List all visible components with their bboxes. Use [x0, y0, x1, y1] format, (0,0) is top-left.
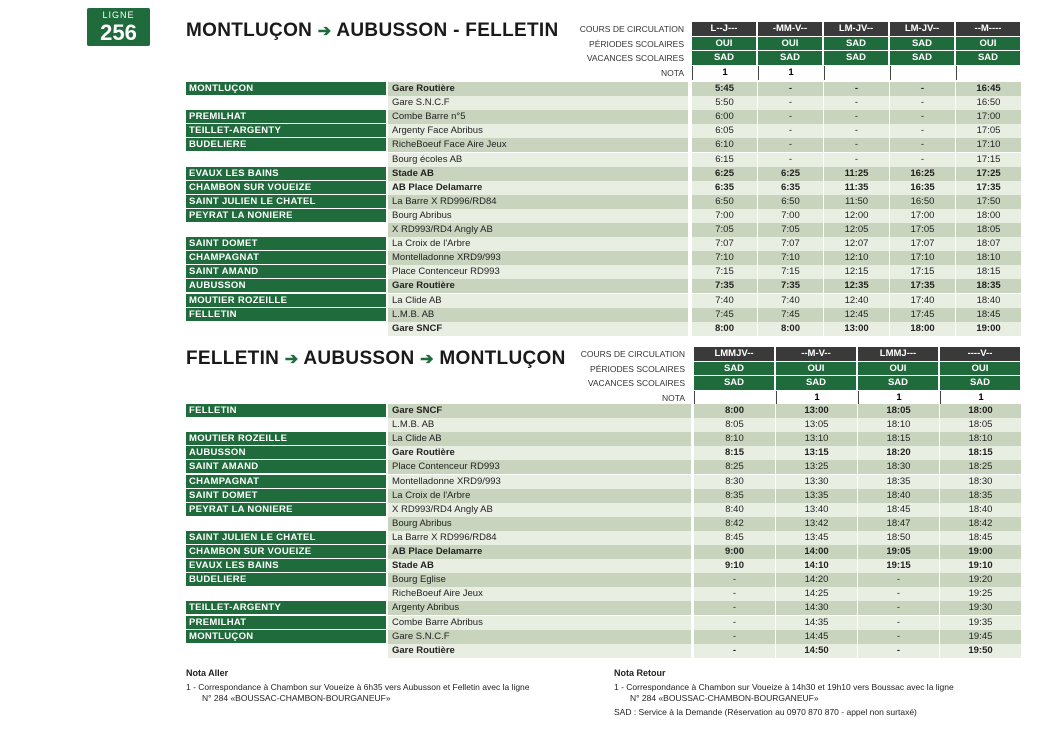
- departure-time: 12:07: [824, 237, 889, 251]
- town-name: MOUTIER ROZEILLE: [186, 432, 386, 445]
- stop-name: Gare S.N.C.F: [388, 96, 688, 110]
- departure-time: -: [890, 138, 955, 152]
- departure-time: 17:25: [956, 167, 1021, 181]
- stop-name: Gare S.N.C.F: [388, 630, 691, 644]
- departure-time: -: [858, 616, 939, 630]
- departure-time: 17:10: [956, 138, 1021, 152]
- departure-time: 12:35: [824, 279, 889, 293]
- return-title-via: AUBUSSON: [303, 348, 415, 369]
- departure-time: 13:40: [776, 503, 857, 517]
- departure-time: 19:10: [940, 559, 1021, 573]
- departure-time: -: [890, 82, 955, 96]
- town-name: AUBUSSON: [186, 446, 386, 459]
- departure-time: 18:50: [858, 531, 939, 545]
- departure-time: 19:05: [858, 545, 939, 559]
- departure-time: 18:15: [858, 432, 939, 446]
- column-school-periods: SAD: [694, 362, 774, 376]
- departure-time: 9:10: [694, 559, 775, 573]
- departure-time: -: [694, 644, 775, 658]
- departure-time: 12:40: [824, 294, 889, 308]
- notes-aller-line-2: N° 284 «BOUSSAC-CHAMBON-BOURGANEUF»: [202, 693, 391, 703]
- departure-time: 19:00: [956, 322, 1021, 336]
- departure-time: 18:45: [858, 503, 939, 517]
- departure-time: 7:45: [692, 308, 757, 322]
- departure-time: 18:10: [858, 418, 939, 432]
- label-nota: NOTA: [661, 67, 684, 78]
- arrow-right-icon: ➔: [317, 23, 332, 40]
- column-school-holidays: SAD: [940, 376, 1020, 390]
- town-name: AUBUSSON: [186, 279, 386, 292]
- departure-time: 17:15: [956, 153, 1021, 167]
- departure-time: 18:05: [956, 223, 1021, 237]
- stop-name: Place Contenceur RD993: [388, 460, 691, 474]
- departure-time: 19:15: [858, 559, 939, 573]
- departure-time: 6:25: [692, 167, 757, 181]
- departure-time: 13:00: [776, 404, 857, 418]
- departure-time: 7:07: [692, 237, 757, 251]
- line-number: 256: [100, 20, 137, 45]
- departure-time: 14:20: [776, 573, 857, 587]
- stop-name: Bourg Abribus: [388, 517, 691, 531]
- town-name: BUDELIERE: [186, 138, 386, 151]
- departure-time: 18:35: [858, 475, 939, 489]
- departure-time: 8:00: [692, 322, 757, 336]
- departure-time: 19:20: [940, 573, 1021, 587]
- column-days-code: L--J---: [692, 22, 756, 36]
- column-nota: [956, 66, 1021, 81]
- stop-name: Bourg Eglise: [388, 573, 691, 587]
- departure-time: 8:00: [694, 404, 775, 418]
- column-days-code: LM-JV--: [890, 22, 954, 36]
- departure-time: 5:45: [692, 82, 757, 96]
- departure-time: 18:00: [956, 209, 1021, 223]
- departure-time: 19:30: [940, 601, 1021, 615]
- departure-time: 17:50: [956, 195, 1021, 209]
- stop-name: La Croix de l'Arbre: [388, 237, 688, 251]
- departure-time: 17:07: [890, 237, 955, 251]
- departure-time: 12:15: [824, 265, 889, 279]
- departure-time: 18:05: [858, 404, 939, 418]
- stop-name: Stade AB: [388, 559, 691, 573]
- column-school-periods: OUI: [858, 362, 938, 376]
- stop-name: Montelladonne XRD9/993: [388, 475, 691, 489]
- departure-time: 7:15: [758, 265, 823, 279]
- column-days-code: --M-V--: [776, 347, 856, 361]
- departure-time: 12:10: [824, 251, 889, 265]
- departure-time: -: [890, 110, 955, 124]
- departure-time: -: [824, 124, 889, 138]
- departure-time: 17:45: [890, 308, 955, 322]
- return-title: [186, 348, 566, 370]
- column-school-holidays: SAD: [956, 51, 1020, 65]
- column-days-code: ----V--: [940, 347, 1020, 361]
- departure-time: 19:45: [940, 630, 1021, 644]
- departure-time: 18:10: [956, 251, 1021, 265]
- departure-time: 18:00: [890, 322, 955, 336]
- departure-time: 8:30: [694, 475, 775, 489]
- departure-time: 11:35: [824, 181, 889, 195]
- departure-time: -: [758, 124, 823, 138]
- column-days-code: --M----: [956, 22, 1020, 36]
- outbound-header-labels: [560, 22, 684, 80]
- column-days-code: LM-JV--: [824, 22, 888, 36]
- departure-time: 18:07: [956, 237, 1021, 251]
- stop-name: Gare SNCF: [388, 322, 688, 336]
- departure-time: 8:45: [694, 531, 775, 545]
- stop-name: Combe Barre Abribus: [388, 616, 691, 630]
- stop-name: AB Place Delamarre: [388, 181, 688, 195]
- town-name: SAINT JULIEN LE CHATEL: [186, 195, 386, 208]
- stop-name: Gare Routière: [388, 82, 688, 96]
- departure-time: -: [858, 601, 939, 615]
- departure-time: 18:42: [940, 517, 1021, 531]
- departure-time: 19:35: [940, 616, 1021, 630]
- column-school-periods: SAD: [890, 37, 954, 51]
- stop-name: L.M.B. AB: [388, 308, 688, 322]
- stop-name: Stade AB: [388, 167, 688, 181]
- stop-name: Combe Barre n°5: [388, 110, 688, 124]
- outbound-title-destination: AUBUSSON - FELLETIN: [336, 20, 559, 41]
- departure-time: 6:25: [758, 167, 823, 181]
- departure-time: 9:00: [694, 545, 775, 559]
- departure-time: 18:35: [940, 489, 1021, 503]
- departure-time: -: [890, 153, 955, 167]
- departure-time: 8:15: [694, 446, 775, 460]
- departure-time: 6:15: [692, 153, 757, 167]
- departure-time: -: [758, 110, 823, 124]
- departure-time: 13:05: [776, 418, 857, 432]
- departure-time: 18:35: [956, 279, 1021, 293]
- return-title-origin: FELLETIN: [186, 348, 280, 369]
- departure-time: 16:25: [890, 167, 955, 181]
- departure-time: -: [758, 96, 823, 110]
- departure-time: 7:10: [692, 251, 757, 265]
- town-name: BUDELIERE: [186, 573, 386, 586]
- departure-time: -: [858, 644, 939, 658]
- stop-name: La Clide AB: [388, 432, 691, 446]
- departure-time: 7:35: [758, 279, 823, 293]
- label-periodes: PÉRIODES SCOLAIRES: [590, 363, 685, 374]
- departure-time: 14:35: [776, 616, 857, 630]
- stop-name: Bourg Abribus: [388, 209, 688, 223]
- departure-time: 7:40: [758, 294, 823, 308]
- departure-time: -: [890, 124, 955, 138]
- departure-time: 18:45: [956, 308, 1021, 322]
- column-school-periods: OUI: [940, 362, 1020, 376]
- departure-time: 7:40: [692, 294, 757, 308]
- departure-time: 13:45: [776, 531, 857, 545]
- column-school-holidays: SAD: [758, 51, 822, 65]
- departure-time: 6:35: [692, 181, 757, 195]
- departure-time: -: [858, 573, 939, 587]
- departure-time: 8:42: [694, 517, 775, 531]
- departure-time: 14:50: [776, 644, 857, 658]
- departure-time: 6:50: [758, 195, 823, 209]
- departure-time: 6:05: [692, 124, 757, 138]
- town-name: MONTLUÇON: [186, 630, 386, 643]
- label-cours: COURS DE CIRCULATION: [579, 24, 684, 34]
- departure-time: 18:10: [940, 432, 1021, 446]
- outbound-title: [186, 20, 558, 42]
- town-name: SAINT DOMET: [186, 489, 386, 502]
- label-vacances: VACANCES SCOLAIRES: [586, 53, 684, 63]
- departure-time: 18:20: [858, 446, 939, 460]
- label-nota: NOTA: [662, 392, 685, 403]
- departure-time: 16:50: [890, 195, 955, 209]
- departure-time: 8:35: [694, 489, 775, 503]
- departure-time: 17:00: [890, 209, 955, 223]
- column-school-holidays: SAD: [824, 51, 888, 65]
- departure-time: 18:15: [956, 265, 1021, 279]
- departure-time: 18:40: [858, 489, 939, 503]
- stop-name: La Croix de l'Arbre: [388, 489, 691, 503]
- notes-retour-line-2: N° 284 «BOUSSAC-CHAMBON-BOURGANEUF»: [630, 693, 819, 703]
- stop-name: Montelladonne XRD9/993: [388, 251, 688, 265]
- notes-aller-title: Nota Aller: [186, 668, 229, 678]
- column-school-periods: OUI: [758, 37, 822, 51]
- departure-time: 17:00: [956, 110, 1021, 124]
- column-school-periods: OUI: [692, 37, 756, 51]
- notes-sad: SAD : Service à la Demande (Réservation au 0970 870 870 - appel non surtaxé): [614, 707, 917, 717]
- column-school-holidays: SAD: [858, 376, 938, 390]
- stop-name: RicheBoeuf Aire Jeux: [388, 587, 691, 601]
- departure-time: 12:45: [824, 308, 889, 322]
- departure-time: 6:10: [692, 138, 757, 152]
- departure-time: 7:00: [692, 209, 757, 223]
- departure-time: 13:35: [776, 489, 857, 503]
- departure-time: 19:50: [940, 644, 1021, 658]
- return-header-labels: [575, 347, 685, 405]
- departure-time: -: [824, 110, 889, 124]
- town-name: TEILLET-ARGENTY: [186, 124, 386, 137]
- outbound-title-origin: MONTLUÇON: [186, 20, 313, 41]
- notes-aller-line-1: 1 - Correspondance à Chambon sur Voueize à 6h35 vers Aubusson et Felletin avec la ligne: [186, 682, 530, 692]
- departure-time: -: [824, 82, 889, 96]
- departure-time: 7:00: [758, 209, 823, 223]
- arrow-right-icon: ➔: [284, 351, 299, 368]
- departure-time: 13:25: [776, 460, 857, 474]
- departure-time: 17:10: [890, 251, 955, 265]
- departure-time: 13:15: [776, 446, 857, 460]
- town-name: CHAMBON SUR VOUEIZE: [186, 545, 386, 558]
- departure-time: -: [758, 138, 823, 152]
- town-name: EVAUX LES BAINS: [186, 559, 386, 572]
- notes-retour-title: Nota Retour: [614, 668, 666, 678]
- town-name: MONTLUÇON: [186, 82, 386, 95]
- town-name: TEILLET-ARGENTY: [186, 601, 386, 614]
- departure-time: -: [824, 96, 889, 110]
- stop-name: La Clide AB: [388, 294, 688, 308]
- label-vacances: VACANCES SCOLAIRES: [587, 378, 685, 388]
- departure-time: 8:10: [694, 432, 775, 446]
- departure-time: 18:45: [940, 531, 1021, 545]
- column-days-code: LMMJ---: [858, 347, 938, 361]
- departure-time: 8:00: [758, 322, 823, 336]
- departure-time: 13:30: [776, 475, 857, 489]
- town-name: PEYRAT LA NONIERE: [186, 209, 386, 222]
- departure-time: 5:50: [692, 96, 757, 110]
- arrow-right-icon: ➔: [420, 351, 434, 368]
- departure-time: 14:00: [776, 545, 857, 559]
- departure-time: 13:42: [776, 517, 857, 531]
- town-name: FELLETIN: [186, 404, 386, 417]
- column-nota: 1: [858, 391, 939, 406]
- departure-time: 7:35: [692, 279, 757, 293]
- departure-time: 17:05: [890, 223, 955, 237]
- departure-time: 7:15: [692, 265, 757, 279]
- stop-name: AB Place Delamarre: [388, 545, 691, 559]
- departure-time: 6:35: [758, 181, 823, 195]
- column-nota: [824, 66, 889, 81]
- departure-time: 18:00: [940, 404, 1021, 418]
- town-name: FELLETIN: [186, 308, 386, 321]
- departure-time: 12:00: [824, 209, 889, 223]
- line-badge: [87, 8, 150, 46]
- town-name: PREMILHAT: [186, 616, 386, 629]
- departure-time: -: [858, 587, 939, 601]
- stop-name: X RD993/RD4 Angly AB: [388, 503, 691, 517]
- town-name: CHAMPAGNAT: [186, 475, 386, 488]
- departure-time: -: [824, 138, 889, 152]
- column-nota: [694, 391, 775, 406]
- stop-name: Bourg écoles AB: [388, 153, 688, 167]
- departure-time: 14:45: [776, 630, 857, 644]
- departure-time: 18:30: [858, 460, 939, 474]
- departure-time: 18:40: [956, 294, 1021, 308]
- departure-time: 17:35: [956, 181, 1021, 195]
- departure-time: -: [858, 630, 939, 644]
- departure-time: 18:47: [858, 517, 939, 531]
- departure-time: 13:10: [776, 432, 857, 446]
- departure-time: 8:05: [694, 418, 775, 432]
- departure-time: 18:15: [940, 446, 1021, 460]
- departure-time: 8:25: [694, 460, 775, 474]
- departure-time: -: [824, 153, 889, 167]
- departure-time: 11:25: [824, 167, 889, 181]
- departure-time: 16:35: [890, 181, 955, 195]
- departure-time: 7:45: [758, 308, 823, 322]
- town-name: EVAUX LES BAINS: [186, 167, 386, 180]
- stop-name: Gare SNCF: [388, 404, 691, 418]
- departure-time: 6:00: [692, 110, 757, 124]
- line-label: LIGNE: [102, 10, 135, 20]
- notes-retour: [614, 668, 1034, 718]
- departure-time: 19:00: [940, 545, 1021, 559]
- column-days-code: -MM-V--: [758, 22, 822, 36]
- stop-name: La Barre X RD996/RD84: [388, 531, 691, 545]
- town-name: CHAMPAGNAT: [186, 251, 386, 264]
- stop-name: Argenty Abribus: [388, 601, 691, 615]
- stop-name: La Barre X RD996/RD84: [388, 195, 688, 209]
- town-name: SAINT AMAND: [186, 265, 386, 278]
- departure-time: -: [890, 96, 955, 110]
- stop-name: L.M.B. AB: [388, 418, 691, 432]
- departure-time: 17:15: [890, 265, 955, 279]
- departure-time: -: [694, 601, 775, 615]
- column-nota: 1: [758, 66, 823, 81]
- departure-time: 17:35: [890, 279, 955, 293]
- column-school-periods: OUI: [956, 37, 1020, 51]
- departure-time: 18:05: [940, 418, 1021, 432]
- departure-time: 6:50: [692, 195, 757, 209]
- departure-time: 7:07: [758, 237, 823, 251]
- departure-time: 7:10: [758, 251, 823, 265]
- departure-time: 7:05: [692, 223, 757, 237]
- town-name: PEYRAT LA NONIERE: [186, 503, 386, 516]
- stop-name: X RD993/RD4 Angly AB: [388, 223, 688, 237]
- stop-name: Gare Routière: [388, 279, 688, 293]
- column-nota: 1: [776, 391, 857, 406]
- departure-time: 16:50: [956, 96, 1021, 110]
- departure-time: 17:40: [890, 294, 955, 308]
- stop-name: Gare Routière: [388, 446, 691, 460]
- column-school-periods: SAD: [824, 37, 888, 51]
- stop-name: Argenty Face Abribus: [388, 124, 688, 138]
- column-school-periods: OUI: [776, 362, 856, 376]
- column-school-holidays: SAD: [694, 376, 774, 390]
- column-school-holidays: SAD: [776, 376, 856, 390]
- column-nota: 1: [940, 391, 1021, 406]
- column-nota: 1: [692, 66, 757, 81]
- departure-time: 14:30: [776, 601, 857, 615]
- departure-time: 18:25: [940, 460, 1021, 474]
- town-name: CHAMBON SUR VOUEIZE: [186, 181, 386, 194]
- column-nota: [890, 66, 955, 81]
- town-name: SAINT JULIEN LE CHATEL: [186, 531, 386, 544]
- departure-time: 8:40: [694, 503, 775, 517]
- stop-name: Gare Routière: [388, 644, 691, 658]
- departure-time: 18:40: [940, 503, 1021, 517]
- label-cours: COURS DE CIRCULATION: [580, 349, 685, 359]
- departure-time: -: [694, 630, 775, 644]
- departure-time: 11:50: [824, 195, 889, 209]
- departure-time: 19:25: [940, 587, 1021, 601]
- town-name: MOUTIER ROZEILLE: [186, 294, 386, 307]
- departure-time: 14:25: [776, 587, 857, 601]
- town-name: PREMILHAT: [186, 110, 386, 123]
- departure-time: 13:00: [824, 322, 889, 336]
- stop-name: RicheBoeuf Face Aire Jeux: [388, 138, 688, 152]
- town-name: SAINT AMAND: [186, 460, 386, 473]
- departure-time: -: [758, 153, 823, 167]
- departure-time: -: [758, 82, 823, 96]
- notes-aller: [186, 668, 596, 704]
- town-name: SAINT DOMET: [186, 237, 386, 250]
- departure-time: -: [694, 573, 775, 587]
- departure-time: -: [694, 616, 775, 630]
- stop-name: Place Contenceur RD993: [388, 265, 688, 279]
- column-days-code: LMMJV--: [694, 347, 774, 361]
- departure-time: -: [694, 587, 775, 601]
- departure-time: 18:30: [940, 475, 1021, 489]
- return-title-destination: MONTLUÇON: [439, 348, 566, 369]
- departure-time: 12:05: [824, 223, 889, 237]
- departure-time: 7:05: [758, 223, 823, 237]
- column-school-holidays: SAD: [890, 51, 954, 65]
- column-school-holidays: SAD: [692, 51, 756, 65]
- departure-time: 17:05: [956, 124, 1021, 138]
- label-periodes: PÉRIODES SCOLAIRES: [589, 38, 684, 49]
- departure-time: 14:10: [776, 559, 857, 573]
- departure-time: 16:45: [956, 82, 1021, 96]
- notes-retour-line-1: 1 - Correspondance à Chambon sur Voueize à 14h30 et 19h10 vers Boussac avec la ligne: [614, 682, 954, 692]
